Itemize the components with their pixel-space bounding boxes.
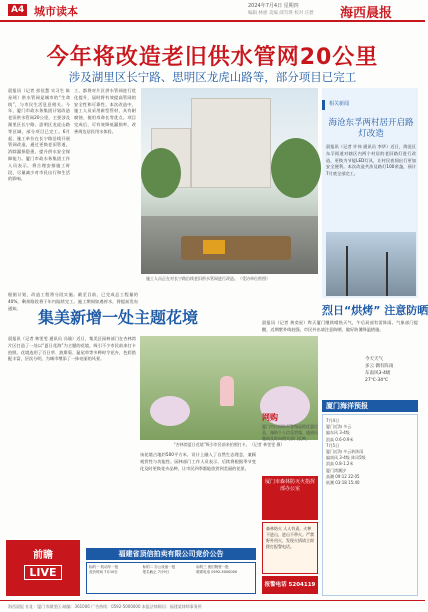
auction-cell: 标的三 废旧物资一批: [196, 565, 229, 569]
forecast-line: 厦门湾潮汐: [326, 467, 346, 473]
forecast-line: 高潮 09:12 22:05: [326, 473, 360, 479]
masthead-logo: 海西晨报: [340, 6, 393, 21]
auction-banner: 福建省顶信拍卖有限公司竞价公告: [86, 548, 256, 560]
weather-condition: 多云 偶有阵雨: [365, 364, 394, 369]
forecast-line: 低潮 03:18 15:40: [326, 480, 360, 486]
fire-prevention-ad: 厦门市森林防灭火指挥部办公室: [262, 476, 318, 520]
forecast-line: 厦门近海 多云转阵雨: [326, 449, 364, 455]
forecast-line: 浪高 0.6-0.9米: [326, 436, 354, 442]
lead-article-col3: 根据计划，改造工程将分段实施。截至目前，已完成总工程量的40%，剩余路段将于年内陆续完工。施工期间如遇停水，将提前发布通知。: [8, 292, 138, 311]
weather-panel: [365, 356, 420, 388]
forecast-line: 浪高 0.8-1.2米: [326, 461, 354, 467]
sidebar-photo: [326, 232, 416, 296]
forecast-header: 厦门海洋预报: [322, 400, 418, 412]
feature-body-right: 该花境占地约500平方米，设计上融入了自然生态理念，兼顾观赏性与功能性。园林部门工作人员表示，后续将根据季节变化及时更换花卉品种，让市民四季都能欣赏到美丽的花景。: [140, 452, 256, 471]
forecast-panel: [322, 414, 418, 596]
lead-photo-caption: 施工人员正在对长宁路沿线老旧供水管网进行改造。（受访单位供图）: [146, 276, 270, 281]
lead-headline: 今年将改造老旧供水管网20公里: [46, 45, 379, 70]
auction-cell: 竞价时间 7月10日: [89, 570, 118, 574]
sidebar-body: 晨报讯（记者 许伟 通讯员 李华）近日，海沧区东孚街道对辖区内两个村居的老旧路灯进行改造，更换为节能LED灯具，让村民夜间出行更加安全便利。本次改造共涉及路灯100余盏，预计7月底全部完工。: [326, 144, 416, 177]
forecast-line: 厦门近海 多云: [326, 424, 352, 430]
wangju-headline: 网购: [262, 413, 278, 422]
forecast-line: 7月5日: [326, 442, 340, 448]
forecast-line: 偏东风 3-4级: [326, 430, 350, 436]
issue-date: 2024年7月4日 星期四: [248, 3, 299, 9]
live-badge: [6, 540, 80, 596]
section-name: 城市读本: [34, 5, 78, 18]
lead-article-col2: 工，都将对片区供水管网进行优化提升，届时将有效提高管网的安全性和可靠性。本次改造中，施工人员采用新型管材，具有耐腐蚀、使用寿命长等优点。项目完成后，可有效降低漏损率，改善周边居民用水体验。: [74, 88, 136, 134]
feature-body-left: 晨报讯（记者 林雯雯 通讯员 冯瑜）近日，集美区园林部门在杏林湾片区打造了一处以“夏日花海”为主题的花境，吸引不少市民前来打卡拍照。花境选用了百日草、波斯菊、鼠尾草等多种时令花卉，色彩搭配丰富，层次分明，为城市增添了一抹亮丽的风景。: [8, 336, 136, 362]
fire-prevention-notice: 森林防火 人人有责。火种不进山，进山不带火。严禁野外用火，发现火情请立即拨打报警电话。: [262, 522, 318, 574]
issue-meta: 编辑 林惠 美编 邱雪瑛 校对 庄碧: [248, 11, 314, 16]
lead-subheadline: 涉及湖里区长宁路、思明区龙虎山路等，部分项目已完工: [68, 70, 357, 84]
weather-label: 今天天气: [365, 357, 383, 362]
forecast-line: 偏南风 3-4级 阵风5级: [326, 455, 366, 461]
hotline-bar: 报警电话 5204119 110: [262, 576, 318, 594]
page-header: [0, 0, 425, 22]
weather-wind: 东南风3-4级: [365, 371, 391, 376]
forecast-line: 7月4日: [326, 418, 340, 423]
wangju-body: 厦门市民网购须警惕虚假优惠信息，谨防个人信息泄露，遇到问题请及时向相关部门反映。: [262, 424, 318, 442]
heat-alert-headline: 烈日“烘烤” 注意防晒: [322, 304, 428, 317]
feature-headline: 集美新增一处主题花境: [38, 308, 199, 327]
live-label: 前瞻: [33, 550, 53, 561]
heat-alert-body: 晨报讯（记者 黄奕星）昨天厦门继续晴热天气，午后局部有雷阵雨。气象部门提醒，近期紫外线较强，市民外出请注意防晒，做好防暑降温措施。: [262, 320, 418, 332]
lead-article-col1: 晨报讯（记者 彭佳慧 实习生 陈星瑶）供水管网是城市的“生命线”，与市民生活息息相关。今年，厦门市政水务集团计划改造老旧供水管网20公里，主要涉及湖里区长宁路、思明区龙虎山路等区域，部分项目已完工。6月起，施工单位在长宁路沿线开展管网改造，通过更换老旧管道，消除漏损隐患，提升供水安全保障能力。厦门市政水务集团工作人员表示，将合理安排施工时段，尽量减少对市民出行和生活的影响。: [8, 88, 70, 182]
page-footer: 海西晨报 社址：厦门市湖里区 邮编：361006 广告热线：0592-5000000 本报法律顾问：福建某律师事务所: [0, 600, 425, 611]
lead-photo: [141, 88, 318, 274]
weather-temp: 27℃-34℃: [365, 378, 389, 383]
page-number: A4: [8, 4, 27, 16]
sidebar-headline: 海沧东孚两村居开启路灯改造: [328, 118, 414, 139]
auction-cell: 联系电话 0592-5000000: [196, 570, 238, 574]
auction-cell: 标的二 办公设备一批: [142, 565, 176, 569]
auction-grid: [86, 562, 256, 594]
auction-cell: 报名截止 7月9日: [142, 570, 170, 574]
sidebar-tag: 相关新闻: [322, 100, 418, 110]
auction-cell: 标的一 机动车一批: [89, 565, 119, 569]
live-tag: LIVE: [24, 565, 61, 580]
feature-photo-caption: “杏林湾夏日花境”吸引市民前来拍照打卡。（记者 林雯雯 摄）: [173, 442, 285, 447]
